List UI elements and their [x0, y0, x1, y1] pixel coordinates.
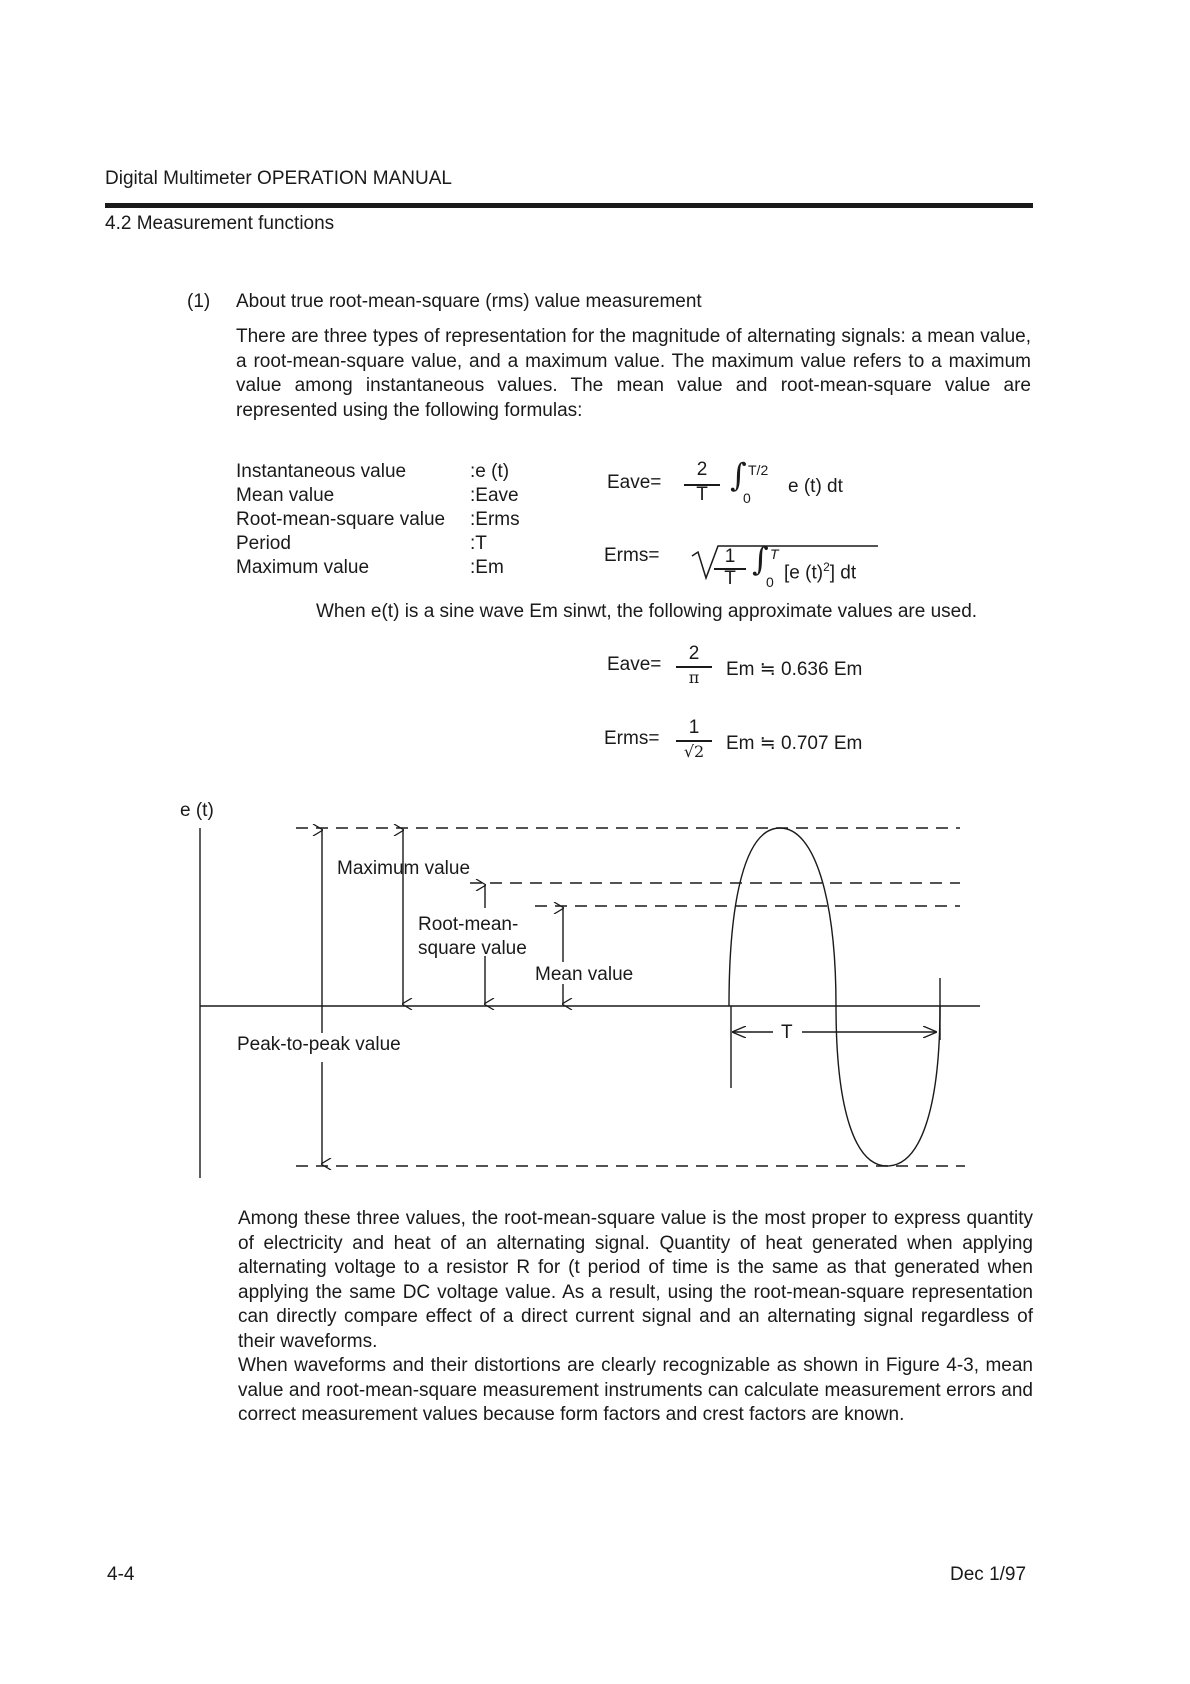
section-heading: 4.2 Measurement functions: [105, 213, 335, 234]
definition-name: Root-mean-square value: [236, 509, 446, 530]
eave-upper-limit: T/2: [748, 462, 769, 478]
revision-date: Dec 1/97: [950, 1564, 1027, 1585]
definition-name: Period: [236, 533, 291, 554]
approx-eave-numerator: 2: [688, 643, 700, 664]
y-axis-label: e (t): [180, 800, 214, 821]
eave-denominator: T: [696, 484, 708, 505]
eave-lhs: Eave=: [607, 472, 662, 493]
eave-lower-limit: 0: [743, 490, 751, 506]
peak-to-peak-label: Peak-to-peak value: [237, 1034, 401, 1055]
period-label: T: [778, 1022, 796, 1044]
eave-integrand: e (t) dt: [788, 476, 843, 497]
definition-name: Instantaneous value: [236, 461, 407, 482]
rms-value-label-line2: square value: [418, 938, 527, 959]
definition-name: Mean value: [236, 485, 335, 506]
item-title: About true root-mean-square (rms) value measurement: [236, 291, 702, 312]
integral-sign-icon: ∫: [730, 456, 747, 494]
integral-sign-icon: ∫: [752, 540, 769, 578]
maximum-value-label: Maximum value: [337, 858, 471, 879]
erms-lower-limit: 0: [766, 574, 774, 590]
erms-integrand-tail: ] dt: [829, 562, 857, 584]
item-number: (1): [187, 291, 211, 312]
erms-lhs: Erms=: [604, 545, 660, 566]
approx-erms-denominator: √2: [683, 742, 705, 761]
erms-exponent: 2: [823, 560, 830, 574]
body-paragraph-2: When waveforms and their distortions are clearly recognizable as shown in Figure 4-3, mean value and root-mean-square measurement instruments can calculate measurement errors and correct measurement values because form factors and crest factors are known.: [238, 1355, 1033, 1425]
page-header-title: Digital Multimeter OPERATION MANUAL: [105, 168, 452, 189]
erms-numerator: 1: [724, 546, 736, 567]
definition-symbol: :Erms: [470, 509, 520, 530]
eave-numerator: 2: [696, 459, 708, 480]
erms-denominator: T: [724, 568, 736, 589]
approx-eave-denominator: π: [688, 668, 700, 687]
erms-upper-limit: T: [770, 546, 779, 562]
approx-erms-numerator: 1: [688, 717, 700, 738]
definition-symbol: :Em: [470, 557, 504, 578]
mean-value-label: Mean value: [535, 964, 634, 985]
approx-erms-rhs: Em ≒ 0.707 Em: [726, 733, 863, 754]
body-paragraph-1: Among these three values, the root-mean-square value is the most proper to express quantity of electricity and heat of an alternating signal. Quantity of heat generated when applying alternating voltage to a resistor R for (t period of time is the same as that generated when applying the same DC voltage value. As a result, using the root-mean-square representation can directly compare effect of a direct current signal and an alternating signal regardless of their waveforms.: [238, 1208, 1033, 1352]
intro-paragraph: There are three types of representation for the magnitude of alternating signals: a mean value, a root-mean-square value, and a maximum value. The maximum value refers to a maximum value among instantaneous values. The mean value and root-mean-square value are represented using the following formulas:: [236, 326, 1031, 421]
sine-wave-note: When e(t) is a sine wave Em sinwt, the following approximate values are used.: [316, 601, 978, 622]
approx-eave-lhs: Eave=: [607, 654, 662, 675]
definition-name: Maximum value: [236, 557, 370, 578]
page-number: 4-4: [107, 1564, 135, 1585]
body-text: [238, 1207, 1033, 1428]
definition-symbol: :T: [470, 533, 487, 554]
erms-integrand-base: [e (t): [784, 562, 824, 584]
approx-erms-lhs: Erms=: [604, 728, 660, 749]
definition-symbol: :Eave: [470, 485, 519, 506]
sine-wave-curve: [729, 828, 940, 1166]
rms-value-label-line1: Root-mean-: [418, 914, 519, 935]
approx-eave-rhs: Em ≒ 0.636 Em: [726, 659, 863, 680]
definition-symbol: :e (t): [470, 461, 510, 482]
